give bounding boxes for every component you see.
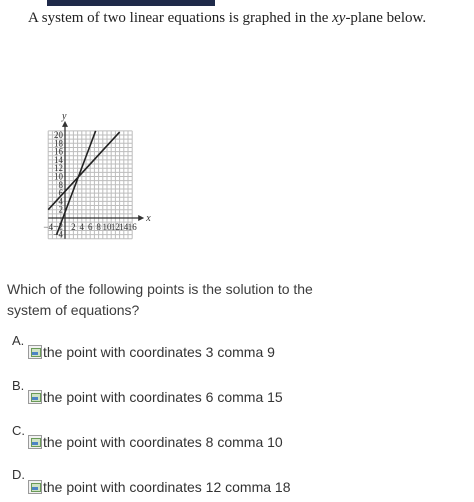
- x-tick-label: 4: [79, 222, 85, 232]
- choice-d-text: the point with coordinates 12 comma 18: [43, 479, 291, 495]
- choice-b[interactable]: [28, 389, 283, 405]
- y-tick-label: 20: [54, 130, 63, 140]
- prompt-text: Which of the following points is the solution to the system of equations?: [7, 281, 313, 318]
- x-tick-label: 2: [71, 222, 76, 232]
- y-tick-label: 2: [58, 204, 63, 215]
- choice-d-letter: D.: [12, 467, 25, 482]
- x-tick-label: 10: [102, 222, 112, 232]
- x-tick-label: 14: [119, 222, 129, 232]
- x-tick-label: 8: [96, 222, 101, 232]
- x-axis-label: x: [146, 213, 151, 224]
- y-tick-label: 14: [54, 154, 63, 165]
- choice-d[interactable]: [28, 479, 290, 495]
- y-tick-label: 10: [54, 171, 63, 182]
- x-tick-label: 16: [127, 222, 137, 232]
- broken-image-icon: [28, 345, 42, 359]
- y-tick-label: 8: [58, 179, 63, 190]
- y-tick-label: −4: [53, 229, 63, 240]
- question-variable: xy: [332, 10, 346, 26]
- choice-b-letter: B.: [12, 378, 25, 393]
- choice-c-letter: C.: [12, 423, 25, 438]
- question-text: [28, 10, 468, 27]
- y-tick-label: 12: [54, 163, 63, 174]
- choice-c-text: the point with coordinates 8 comma 10: [43, 434, 283, 450]
- x-axis-arrow: [138, 215, 144, 221]
- y-tick-label: 18: [54, 138, 63, 149]
- y-axis-label: y: [62, 110, 67, 122]
- choice-c[interactable]: [28, 434, 283, 450]
- x-tick-label: −4: [43, 222, 53, 232]
- choice-a[interactable]: [28, 344, 275, 360]
- broken-image-icon: [28, 390, 42, 404]
- question-text-start: A system of two linear equations is graphed in the: [28, 10, 333, 26]
- choice-a-letter: A.: [12, 333, 25, 348]
- broken-image-icon: [28, 480, 42, 494]
- header-bar: [47, 0, 215, 6]
- y-tick-label: 16: [54, 146, 63, 157]
- x-tick-label: 6: [87, 222, 93, 232]
- choice-a-text: the point with coordinates 3 comma 9: [43, 344, 275, 360]
- x-tick-label: 12: [110, 222, 120, 232]
- coordinate-graph: [0, 28, 240, 268]
- question-text-end: -plane below.: [345, 10, 427, 26]
- y-tick-label: 4: [58, 196, 63, 207]
- choice-b-text: the point with coordinates 6 comma 15: [43, 389, 283, 405]
- y-tick-label: 6: [58, 188, 63, 199]
- y-tick-label: −2: [53, 221, 63, 232]
- broken-image-icon: [28, 435, 42, 449]
